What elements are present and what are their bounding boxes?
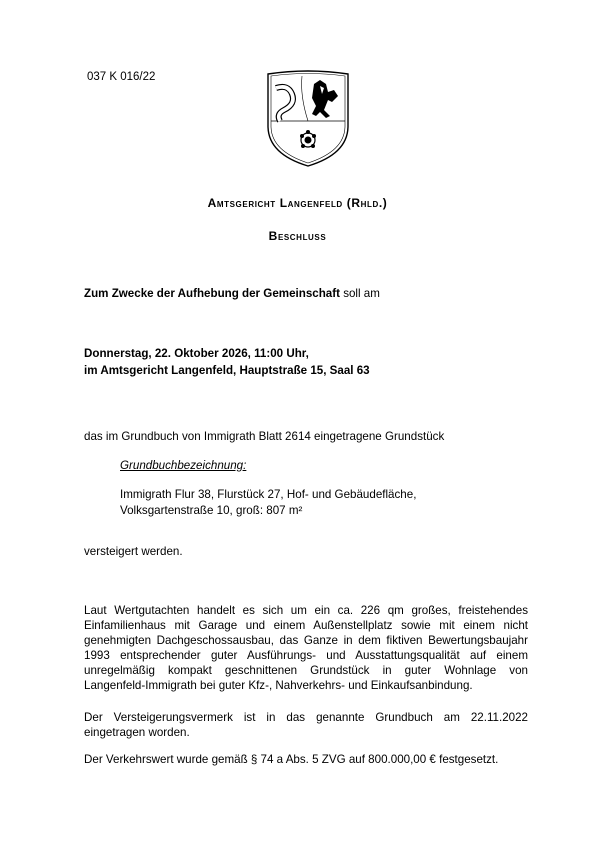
- document-title: Beschluss: [268, 229, 327, 243]
- verkehrswert-line: Der Verkehrswert wurde gemäß § 74 a Abs. 5 ZVG auf 800.000,00 € festgesetzt.: [84, 753, 499, 766]
- gutachten-line: unregelmäßig kompakt geschnittenen Grundstück in guter Wohnlage von: [84, 664, 528, 677]
- grundbuch-heading: Grundbuchbezeichnung:: [120, 459, 247, 472]
- gutachten-line: Laut Wertgutachten handelt es sich um ein ca. 226 qm großes, freistehendes: [84, 604, 528, 617]
- case-number: 037 K 016/22: [87, 71, 156, 83]
- grundbuch-line-1: Immigrath Flur 38, Flurstück 27, Hof- und Gebäudefläche,: [120, 488, 417, 501]
- intro-line: [84, 287, 380, 300]
- nrw-coat-of-arms-icon: [262, 66, 354, 170]
- vermerk-paragraph: [84, 710, 528, 740]
- gutachten-line: Einfamilienhaus mit Garage und einem Außenstellplatz sowie mit einem nicht: [84, 619, 528, 632]
- intro-rest: soll am: [339, 287, 380, 300]
- vermerk-line: Der Versteigerungsvermerk ist in das genannte Grundbuch am 22.11.2022: [84, 711, 528, 724]
- gutachten-paragraph: [84, 603, 528, 693]
- vermerk-line: eingetragen worden.: [84, 726, 190, 739]
- court-name: Amtsgericht Langenfeld (Rhld.): [207, 196, 388, 210]
- termin-place: im Amtsgericht Langenfeld, Hauptstraße 15, Saal 63: [84, 364, 370, 377]
- gutachten-line: Langenfeld-Immigrath bei guter Kfz-, Nahverkehrs- und Einkaufsanbindung.: [84, 679, 473, 692]
- gutachten-line: 1993 entsprechender guter Ausführungs- und Ausstattungsqualität auf einem: [84, 649, 528, 662]
- versteigert-line: versteigert werden.: [84, 545, 183, 558]
- gutachten-line: genehmigten Dachgeschossausbau, das Ganze in dem fiktiven Bewertungsbaujahr: [84, 634, 528, 647]
- termin-date: Donnerstag, 22. Oktober 2026, 11:00 Uhr,: [84, 347, 309, 360]
- grundbuch-line-2: Volksgartenstraße 10, groß: 807 m²: [120, 504, 303, 517]
- intro-bold: Zum Zwecke der Aufhebung der Gemeinschaft: [84, 287, 340, 300]
- grundstueck-line: das im Grundbuch von Immigrath Blatt 2614 eingetragene Grundstück: [84, 430, 445, 443]
